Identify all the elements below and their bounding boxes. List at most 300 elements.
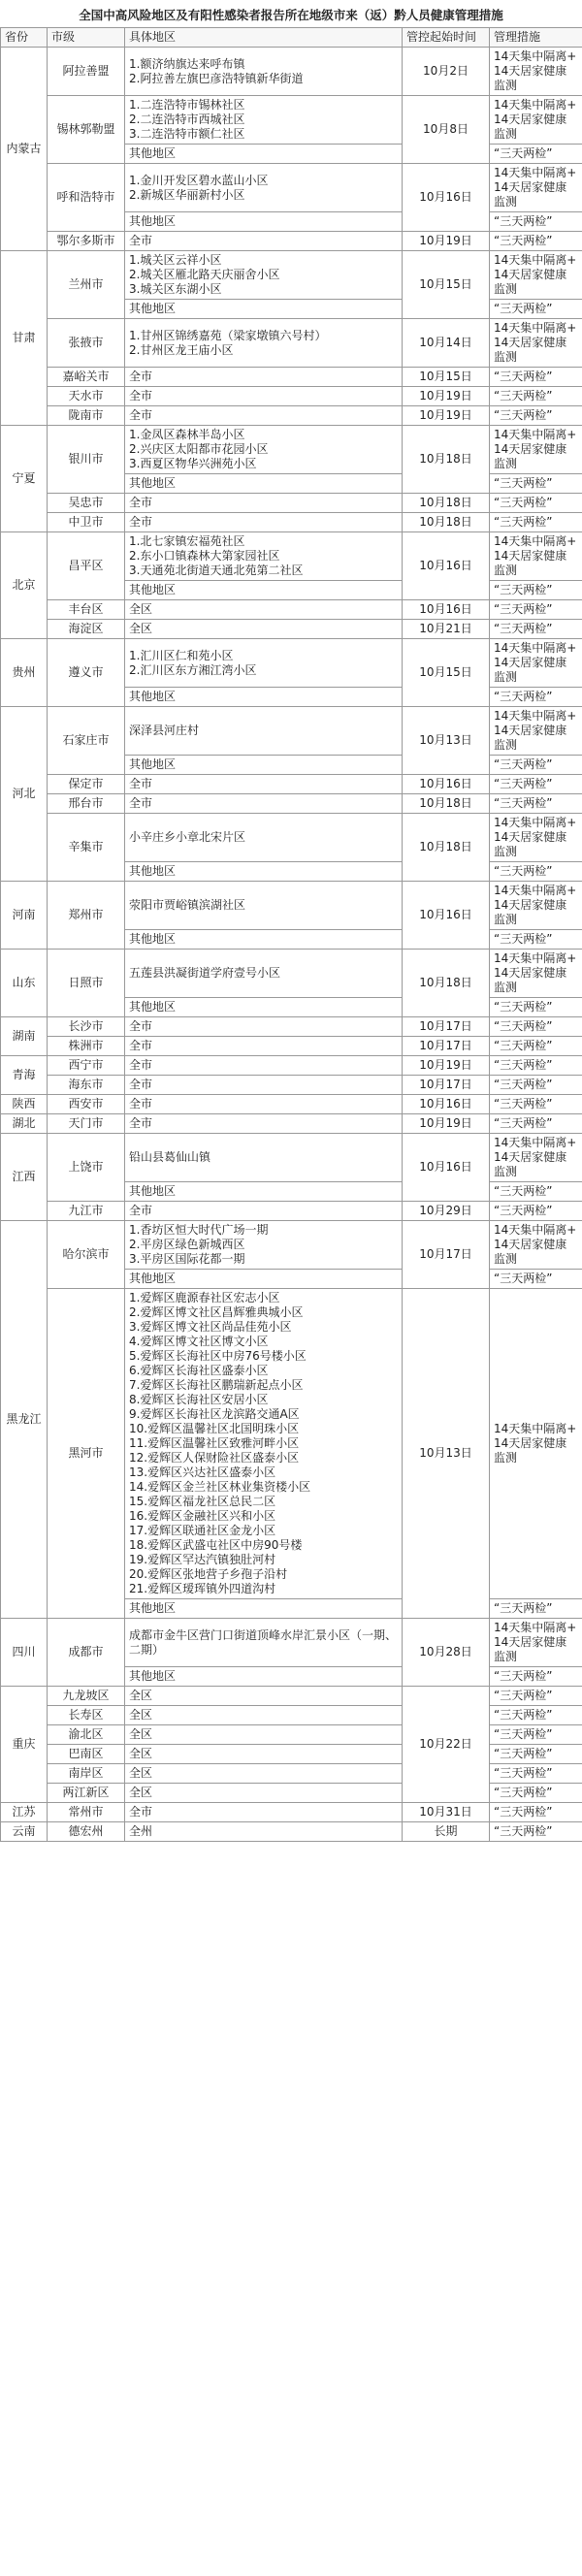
measure-two-checks: “三天两检” — [490, 1056, 582, 1076]
province-cell: 山东 — [1, 950, 48, 1017]
city-cell: 海东市 — [48, 1076, 125, 1095]
measure-quarantine: 14天集中隔离+14天居家健康监测 — [490, 639, 582, 688]
area-item: 2.阿拉善左旗巴彦浩特镇新华街道 — [129, 71, 304, 85]
city-cell: 张掖市 — [48, 319, 125, 368]
measure-two-checks: “三天两检” — [490, 387, 582, 406]
area-item: 其他地区 — [129, 302, 177, 315]
city-cell: 哈尔滨市 — [48, 1221, 125, 1289]
measure-two-checks: “三天两检” — [490, 145, 582, 164]
area-cell — [125, 426, 403, 474]
area-item: 13.爱辉区兴达社区盛泰小区 — [129, 1465, 276, 1479]
area-cell — [125, 814, 403, 862]
area-item: 全区 — [129, 622, 153, 635]
province-cell: 陕西 — [1, 1095, 48, 1114]
measure-two-checks: “三天两检” — [490, 1822, 582, 1842]
measure-two-checks: “三天两检” — [490, 600, 582, 620]
area-item: 五莲县洪凝街道学府壹号小区 — [129, 966, 281, 980]
table-row — [1, 1706, 582, 1725]
area-item: 全区 — [129, 1689, 153, 1702]
measure-quarantine: 14天集中隔离+14天居家健康监测 — [490, 96, 582, 145]
area-item: 深泽县河庄村 — [129, 724, 200, 737]
city-cell: 吴忠市 — [48, 494, 125, 513]
city-cell: 中卫市 — [48, 513, 125, 532]
province-cell: 云南 — [1, 1822, 48, 1842]
area-cell — [125, 707, 403, 756]
measure-two-checks: “三天两检” — [490, 775, 582, 794]
measure-two-checks: “三天两检” — [490, 1599, 582, 1619]
area-item: 全市 — [129, 1805, 153, 1819]
date-cell: 10月19日 — [403, 387, 490, 406]
city-cell: 郑州市 — [48, 882, 125, 950]
area-cell — [125, 232, 403, 251]
area-item: 1.额济纳旗达来呼布镇 — [129, 56, 245, 71]
area-item: 其他地区 — [129, 214, 177, 228]
date-cell: 10月15日 — [403, 251, 490, 319]
table-row — [1, 707, 582, 756]
province-cell: 湖南 — [1, 1017, 48, 1056]
city-cell: 锡林郭勒盟 — [48, 96, 125, 164]
date-cell: 10月31日 — [403, 1803, 490, 1822]
area-item: 其他地区 — [129, 1184, 177, 1198]
area-item: 其他地区 — [129, 476, 177, 490]
measure-quarantine: 14天集中隔离+14天居家健康监测 — [490, 1134, 582, 1182]
area-item: 全市 — [129, 777, 153, 790]
measure-quarantine: 14天集中隔离+14天居家健康监测 — [490, 48, 582, 96]
area-cell — [125, 48, 403, 96]
area-item: 19.爱辉区罕达汽镇独肚河村 — [129, 1553, 276, 1566]
province-cell: 江苏 — [1, 1803, 48, 1822]
table-row — [1, 1134, 582, 1182]
measure-quarantine: 14天集中隔离+14天居家健康监测 — [490, 1619, 582, 1667]
date-cell: 10月19日 — [403, 232, 490, 251]
date-cell: 10月19日 — [403, 1056, 490, 1076]
table-row — [1, 1822, 582, 1842]
area-item: 16.爱辉区金融社区兴和小区 — [129, 1509, 276, 1523]
area-item: 荥阳市贾峪镇滨湖社区 — [129, 898, 246, 912]
province-cell: 北京 — [1, 532, 48, 639]
city-cell: 日照市 — [48, 950, 125, 1017]
area-item: 全市 — [129, 1097, 153, 1111]
city-cell: 黑河市 — [48, 1289, 125, 1619]
measure-two-checks: “三天两检” — [490, 1725, 582, 1745]
area-item: 全市 — [129, 408, 153, 422]
city-cell: 西安市 — [48, 1095, 125, 1114]
area-item: 20.爱辉区张地营子乡孢子沿村 — [129, 1567, 288, 1581]
area-cell — [125, 1706, 403, 1725]
date-cell: 10月13日 — [403, 707, 490, 775]
area-cell — [125, 1745, 403, 1764]
table-row — [1, 1725, 582, 1745]
measure-quarantine: 14天集中隔离+14天居家健康监测 — [490, 319, 582, 368]
date-cell: 10月16日 — [403, 1095, 490, 1114]
city-cell: 西宁市 — [48, 1056, 125, 1076]
province-cell: 青海 — [1, 1056, 48, 1095]
measure-quarantine: 14天集中隔离+14天居家健康监测 — [490, 1289, 582, 1599]
area-cell — [125, 882, 403, 930]
measure-quarantine: 14天集中隔离+14天居家健康监测 — [490, 251, 582, 300]
area-cell — [125, 794, 403, 814]
area-item: 其他地区 — [129, 1601, 177, 1615]
page-title: 全国中高风险地区及有阳性感染者报告所在地级市来（返）黔人员健康管理措施 — [79, 8, 503, 22]
table-row — [1, 494, 582, 513]
city-cell: 天门市 — [48, 1114, 125, 1134]
area-item: 7.爱辉区长海社区鹏瑞新起点小区 — [129, 1378, 304, 1392]
area-item: 2.城关区雁北路天庆丽舍小区 — [129, 268, 280, 281]
area-item: 其他地区 — [129, 757, 177, 771]
table-row — [1, 96, 582, 145]
table-row — [1, 513, 582, 532]
area-cell — [125, 688, 403, 707]
area-cell — [125, 620, 403, 639]
area-item: 10.爱辉区温馨社区北国明珠小区 — [129, 1422, 300, 1435]
area-item: 5.爱辉区长海社区中房76号楼小区 — [129, 1349, 307, 1363]
area-cell — [125, 1134, 403, 1182]
city-cell: 丰台区 — [48, 600, 125, 620]
area-cell — [125, 1270, 403, 1289]
city-cell: 天水市 — [48, 387, 125, 406]
measure-two-checks: “三天两检” — [490, 998, 582, 1017]
table-row — [1, 1289, 582, 1599]
table-row — [1, 532, 582, 581]
measure-two-checks: “三天两检” — [490, 862, 582, 882]
table-row — [1, 1017, 582, 1037]
date-cell: 10月18日 — [403, 950, 490, 1017]
area-cell — [125, 639, 403, 688]
area-cell — [125, 145, 403, 164]
area-item: 14.爱辉区金兰社区林业集资楼小区 — [129, 1480, 311, 1494]
table-row — [1, 1076, 582, 1095]
city-cell: 遵义市 — [48, 639, 125, 707]
area-item: 全市 — [129, 1039, 153, 1052]
date-cell: 10月17日 — [403, 1037, 490, 1056]
date-cell: 10月16日 — [403, 775, 490, 794]
area-item: 3.城关区东湖小区 — [129, 282, 222, 296]
table-row — [1, 1056, 582, 1076]
area-cell — [125, 513, 403, 532]
city-cell: 南岸区 — [48, 1764, 125, 1784]
area-item: 3.天通苑北街道天通北苑第二社区 — [129, 564, 304, 577]
area-item: 全市 — [129, 1078, 153, 1091]
measure-two-checks: “三天两检” — [490, 1114, 582, 1134]
table-row — [1, 1764, 582, 1784]
area-item: 1.金川开发区碧水蓝山小区 — [129, 173, 269, 187]
area-item: 2.二连浩特市西城社区 — [129, 113, 245, 126]
measures-table — [0, 27, 582, 1842]
measure-two-checks: “三天两检” — [490, 1182, 582, 1202]
province-cell: 江西 — [1, 1134, 48, 1221]
measure-two-checks: “三天两检” — [490, 930, 582, 950]
area-item: 铅山县葛仙山镇 — [129, 1150, 211, 1164]
measure-two-checks: “三天两检” — [490, 494, 582, 513]
date-cell: 10月16日 — [403, 532, 490, 600]
table-row — [1, 794, 582, 814]
table-row — [1, 319, 582, 368]
date-cell: 10月8日 — [403, 96, 490, 164]
city-cell: 德宏州 — [48, 1822, 125, 1842]
table-row — [1, 639, 582, 688]
city-cell: 常州市 — [48, 1803, 125, 1822]
area-cell — [125, 1289, 403, 1599]
measure-two-checks: “三天两检” — [490, 232, 582, 251]
table-row — [1, 950, 582, 998]
area-item: 其他地区 — [129, 690, 177, 703]
date-cell: 10月22日 — [403, 1687, 490, 1803]
area-item: 2.兴庆区太阳都市花园小区 — [129, 442, 269, 456]
area-cell — [125, 756, 403, 775]
area-item: 1.北七家镇宏福苑社区 — [129, 534, 245, 548]
measure-quarantine: 14天集中隔离+14天居家健康监测 — [490, 426, 582, 474]
area-cell — [125, 1764, 403, 1784]
measure-two-checks: “三天两检” — [490, 474, 582, 494]
date-cell: 10月18日 — [403, 513, 490, 532]
area-cell — [125, 387, 403, 406]
area-item: 全市 — [129, 1204, 153, 1217]
area-cell — [125, 1202, 403, 1221]
area-cell — [125, 1687, 403, 1706]
area-item: 15.爱辉区福龙社区总民二区 — [129, 1495, 276, 1508]
date-cell: 10月18日 — [403, 494, 490, 513]
area-cell — [125, 1599, 403, 1619]
city-cell: 渝北区 — [48, 1725, 125, 1745]
area-item: 全区 — [129, 1727, 153, 1741]
area-item: 2.甘州区龙王庙小区 — [129, 342, 234, 357]
date-cell: 10月18日 — [403, 814, 490, 882]
measure-two-checks: “三天两检” — [490, 513, 582, 532]
area-item: 全区 — [129, 1708, 153, 1722]
area-item: 12.爱辉区人保财险社区盛泰小区 — [129, 1451, 300, 1465]
area-item: 1.香坊区恒大时代广场一期 — [129, 1223, 269, 1237]
measure-two-checks: “三天两检” — [490, 368, 582, 387]
area-item: 全区 — [129, 602, 153, 616]
area-item: 全区 — [129, 1786, 153, 1799]
city-cell: 成都市 — [48, 1619, 125, 1687]
area-item: 1.城关区云祥小区 — [129, 253, 222, 267]
header-date: 管控起始时间 — [403, 28, 490, 48]
city-cell: 海淀区 — [48, 620, 125, 639]
area-item: 6.爱辉区长海社区盛泰小区 — [129, 1364, 269, 1377]
area-item: 全市 — [129, 389, 153, 402]
measure-quarantine: 14天集中隔离+14天居家健康监测 — [490, 707, 582, 756]
area-item: 3.西夏区物华兴洲苑小区 — [129, 457, 257, 470]
city-cell: 上饶市 — [48, 1134, 125, 1202]
date-cell: 10月16日 — [403, 600, 490, 620]
area-item: 成都市金牛区营门口街道顶峰水岸汇景小区（一期、二期） — [129, 1627, 398, 1657]
table-row — [1, 426, 582, 474]
area-item: 1.甘州区锦绣嘉苑（梁家墩镇六号村） — [129, 328, 327, 342]
area-item: 全市 — [129, 1116, 153, 1130]
area-item: 全市 — [129, 496, 153, 509]
area-item: 1.爱辉区鹿源春社区宏志小区 — [129, 1291, 280, 1304]
area-cell — [125, 1037, 403, 1056]
measure-two-checks: “三天两检” — [490, 620, 582, 639]
table-row — [1, 814, 582, 862]
area-item: 其他地区 — [129, 583, 177, 596]
measure-quarantine: 14天集中隔离+14天居家健康监测 — [490, 814, 582, 862]
province-cell: 黑龙江 — [1, 1221, 48, 1619]
area-item: 8.爱辉区长海社区安居小区 — [129, 1393, 269, 1406]
area-cell — [125, 862, 403, 882]
city-cell: 陇南市 — [48, 406, 125, 426]
area-cell — [125, 1803, 403, 1822]
table-row — [1, 1202, 582, 1221]
measure-two-checks: “三天两检” — [490, 794, 582, 814]
date-cell: 10月16日 — [403, 164, 490, 232]
table-header-row — [1, 28, 582, 48]
area-item: 小辛庄乡小章北宋片区 — [129, 830, 246, 844]
city-cell: 兰州市 — [48, 251, 125, 319]
area-item: 全市 — [129, 796, 153, 810]
area-cell — [125, 1017, 403, 1037]
measure-two-checks: “三天两检” — [490, 1803, 582, 1822]
table-body — [1, 48, 582, 1842]
area-cell — [125, 368, 403, 387]
area-cell — [125, 532, 403, 581]
table-row — [1, 1784, 582, 1803]
area-item: 3.平房区国际花都一期 — [129, 1252, 245, 1266]
table-row — [1, 406, 582, 426]
table-row — [1, 251, 582, 300]
measure-two-checks: “三天两检” — [490, 1667, 582, 1687]
area-item: 全市 — [129, 370, 153, 383]
table-row — [1, 620, 582, 639]
table-row — [1, 1745, 582, 1764]
city-cell: 长沙市 — [48, 1017, 125, 1037]
area-cell — [125, 1221, 403, 1270]
area-cell — [125, 300, 403, 319]
measure-two-checks: “三天两检” — [490, 1037, 582, 1056]
area-item: 其他地区 — [129, 1272, 177, 1285]
date-cell: 10月17日 — [403, 1076, 490, 1095]
table-row — [1, 164, 582, 212]
area-cell — [125, 950, 403, 998]
area-item: 全市 — [129, 234, 153, 247]
area-item: 3.爱辉区博文社区尚品佳苑小区 — [129, 1320, 292, 1334]
table-row — [1, 882, 582, 930]
area-cell — [125, 930, 403, 950]
city-cell: 嘉峪关市 — [48, 368, 125, 387]
area-item: 全市 — [129, 515, 153, 529]
header-city: 市级 — [48, 28, 125, 48]
measure-quarantine: 14天集中隔离+14天居家健康监测 — [490, 532, 582, 581]
area-item: 2.汇川区东方湘江湾小区 — [129, 662, 257, 677]
area-item: 其他地区 — [129, 864, 177, 878]
area-cell — [125, 212, 403, 232]
province-cell: 甘肃 — [1, 251, 48, 426]
city-cell: 鄂尔多斯市 — [48, 232, 125, 251]
measure-two-checks: “三天两检” — [490, 212, 582, 232]
area-cell — [125, 164, 403, 212]
area-cell — [125, 406, 403, 426]
area-cell — [125, 1784, 403, 1803]
measure-two-checks: “三天两检” — [490, 1270, 582, 1289]
area-cell — [125, 581, 403, 600]
measure-two-checks: “三天两检” — [490, 1095, 582, 1114]
table-row — [1, 1221, 582, 1270]
table-row — [1, 387, 582, 406]
table-row — [1, 48, 582, 96]
area-cell — [125, 775, 403, 794]
province-cell: 湖北 — [1, 1114, 48, 1134]
table-row — [1, 1114, 582, 1134]
date-cell: 10月13日 — [403, 1289, 490, 1619]
area-cell — [125, 494, 403, 513]
city-cell: 株洲市 — [48, 1037, 125, 1056]
date-cell: 10月17日 — [403, 1017, 490, 1037]
city-cell: 邢台市 — [48, 794, 125, 814]
province-cell: 四川 — [1, 1619, 48, 1687]
city-cell: 昌平区 — [48, 532, 125, 600]
table-row — [1, 1687, 582, 1706]
date-cell: 10月19日 — [403, 1114, 490, 1134]
province-cell: 宁夏 — [1, 426, 48, 532]
table-row — [1, 232, 582, 251]
city-cell: 两江新区 — [48, 1784, 125, 1803]
area-item: 全区 — [129, 1766, 153, 1780]
city-cell: 九江市 — [48, 1202, 125, 1221]
area-item: 1.汇川区仁和苑小区 — [129, 648, 234, 662]
area-item: 21.爱辉区瑷珲镇外四道沟村 — [129, 1582, 276, 1595]
area-cell — [125, 1667, 403, 1687]
date-cell: 10月15日 — [403, 368, 490, 387]
province-cell: 贵州 — [1, 639, 48, 707]
area-item: 全区 — [129, 1747, 153, 1760]
date-cell: 10月18日 — [403, 794, 490, 814]
province-cell: 河南 — [1, 882, 48, 950]
table-row — [1, 368, 582, 387]
area-item: 全市 — [129, 1019, 153, 1033]
measure-two-checks: “三天两检” — [490, 1202, 582, 1221]
date-cell: 10月16日 — [403, 882, 490, 950]
table-row — [1, 1095, 582, 1114]
area-item: 2.东小口镇森林大第家园社区 — [129, 549, 280, 563]
measure-two-checks: “三天两检” — [490, 406, 582, 426]
area-item: 2.爱辉区博文社区昌辉雅典城小区 — [129, 1305, 304, 1319]
area-item: 17.爱辉区联通社区金龙小区 — [129, 1524, 276, 1537]
header-province: 省份 — [1, 28, 48, 48]
area-item: 2.新城区华丽新村小区 — [129, 187, 245, 202]
measure-quarantine: 14天集中隔离+14天居家健康监测 — [490, 950, 582, 998]
city-cell: 阿拉善盟 — [48, 48, 125, 96]
measure-two-checks: “三天两检” — [490, 1764, 582, 1784]
date-cell: 10月16日 — [403, 1134, 490, 1202]
table-row — [1, 600, 582, 620]
city-cell: 九龙坡区 — [48, 1687, 125, 1706]
city-cell: 辛集市 — [48, 814, 125, 882]
area-item: 其他地区 — [129, 146, 177, 160]
area-cell — [125, 1056, 403, 1076]
area-item: 其他地区 — [129, 932, 177, 946]
city-cell: 石家庄市 — [48, 707, 125, 775]
area-cell — [125, 600, 403, 620]
date-cell: 10月2日 — [403, 48, 490, 96]
measure-two-checks: “三天两检” — [490, 300, 582, 319]
measure-two-checks: “三天两检” — [490, 1784, 582, 1803]
province-cell: 内蒙古 — [1, 48, 48, 251]
date-cell: 10月18日 — [403, 426, 490, 494]
area-item: 2.平房区绿色新城西区 — [129, 1238, 245, 1251]
province-cell: 河北 — [1, 707, 48, 882]
measure-two-checks: “三天两检” — [490, 1745, 582, 1764]
area-cell — [125, 998, 403, 1017]
area-item: 11.爱辉区温馨社区致雅河畔小区 — [129, 1436, 300, 1450]
table-row — [1, 775, 582, 794]
measure-two-checks: “三天两检” — [490, 756, 582, 775]
city-cell: 保定市 — [48, 775, 125, 794]
area-item: 其他地区 — [129, 1000, 177, 1014]
measure-quarantine: 14天集中隔离+14天居家健康监测 — [490, 882, 582, 930]
measure-two-checks: “三天两检” — [490, 581, 582, 600]
date-cell: 10月15日 — [403, 639, 490, 707]
